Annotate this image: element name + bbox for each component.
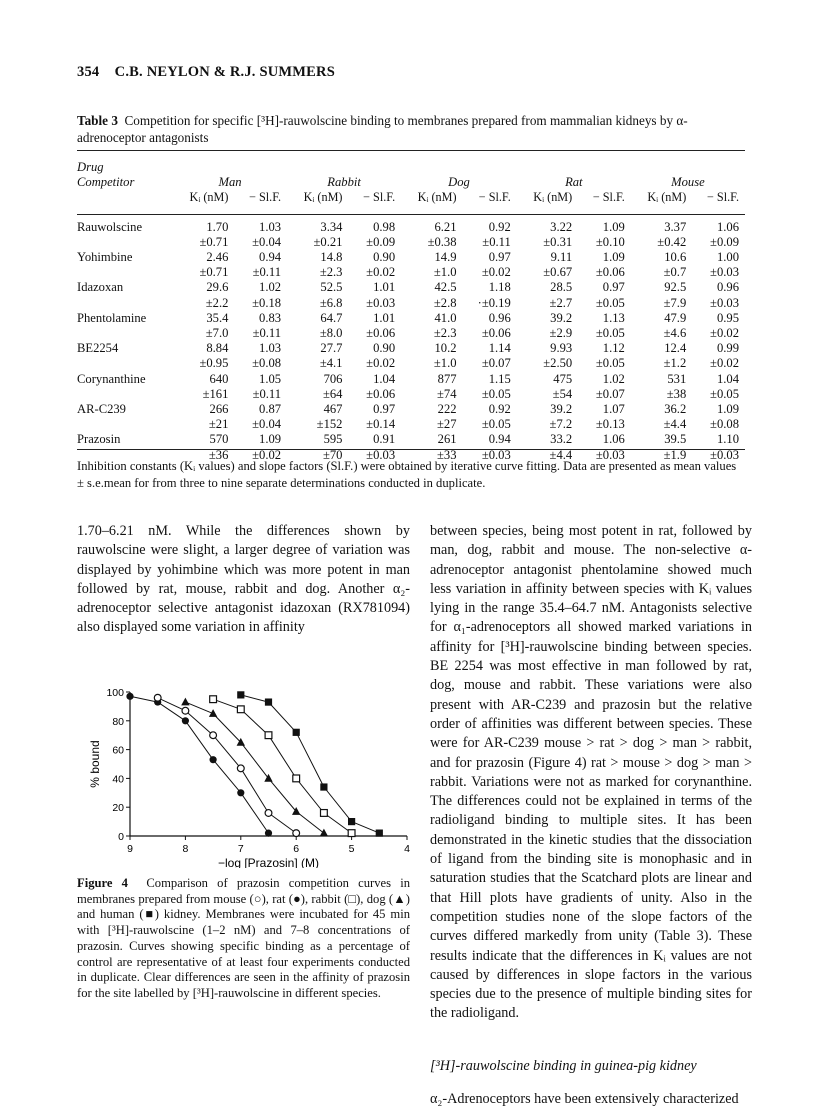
slope-factor-value: 1.02: [259, 280, 282, 295]
species-rabbit: Rabbit: [327, 175, 361, 190]
ki-error: ±2.2: [205, 295, 229, 310]
slope-factor-value: 0.97: [602, 280, 625, 295]
ki-error: ±0.31: [543, 234, 573, 249]
table-subheader-row: [77, 190, 745, 205]
ki-error: ±36: [208, 447, 229, 462]
figure-caption-label: Figure 4: [77, 876, 128, 890]
dog-point: [320, 829, 328, 837]
slope-factor-error: ±0.08: [710, 417, 739, 432]
ki-value: 3.37: [664, 219, 687, 234]
ki-value: 3.34: [320, 219, 343, 234]
ki-error: ±7.9: [663, 295, 687, 310]
slope-factor-value: 0.90: [373, 250, 396, 265]
running-header: [77, 64, 335, 81]
ki-error: ±2.3: [319, 265, 343, 280]
table-header-row-2: [77, 175, 745, 190]
table-row: [77, 280, 745, 295]
slope-factor-error: ±0.10: [595, 234, 625, 249]
slope-factor-value: 1.01: [373, 280, 396, 295]
slope-factor-value: 1.06: [716, 219, 739, 234]
slope-factor-error: ±0.03: [595, 447, 625, 462]
slope-factor-value: 1.03: [259, 341, 282, 356]
table-header-row-1: [77, 160, 745, 175]
drug-name: AR-C239: [77, 402, 126, 417]
slope-factor-error: ±0.05: [481, 386, 511, 401]
human-point: [320, 783, 327, 790]
y-tick-label: 80: [112, 715, 124, 728]
ki-value: 877: [437, 371, 457, 386]
ki-value: 39.2: [550, 402, 573, 417]
ki-header: Kᵢ (nM): [533, 190, 573, 205]
x-tick-label: 6: [293, 843, 300, 855]
ki-error: ±2.8: [433, 295, 457, 310]
table-error-row: [77, 296, 745, 311]
ki-error: ±1.0: [433, 265, 457, 280]
ki-value: 467: [323, 402, 343, 417]
ki-value: 47.9: [664, 310, 687, 325]
drug-name: Phentolamine: [77, 310, 147, 325]
slope-factor-header: − Sl.F.: [707, 190, 739, 205]
ki-error: ±8.0: [319, 326, 343, 341]
page-number: 354: [77, 64, 100, 80]
table-footnote: Inhibition constants (Kᵢ values) and slope factors (Sl.F.) were obtained by iterative curve fitting. Data are presented as mean values ± s.e.mean for from three to nine separate determinations conducted in duplicate.: [77, 459, 737, 490]
table-error-row: [77, 265, 745, 280]
ki-value: 266: [209, 402, 229, 417]
ki-value: 261: [437, 432, 457, 447]
y-tick-label: 20: [112, 802, 124, 815]
ki-error: ±2.3: [433, 326, 457, 341]
ki-value: 12.4: [664, 341, 687, 356]
ki-value: 9.11: [550, 250, 573, 265]
figure-4: [77, 672, 410, 868]
ki-error: ±6.8: [319, 295, 343, 310]
mouse-point: [210, 732, 217, 739]
slope-factor-error: ±0.05: [595, 326, 625, 341]
slope-factor-error: ±0.02: [710, 356, 739, 371]
slope-factor-error: ±0.06: [595, 265, 625, 280]
chart-marks: [126, 691, 383, 836]
ki-header: Kᵢ (nM): [417, 190, 457, 205]
ki-value: 41.0: [434, 310, 457, 325]
ki-error: ±0.67: [543, 265, 573, 280]
ki-value: 9.93: [550, 341, 573, 356]
slope-factor-value: 0.94: [488, 432, 511, 447]
slope-factor-header: − Sl.F.: [592, 190, 625, 205]
ki-value: 6.21: [434, 219, 457, 234]
drug-name: Idazoxan: [77, 280, 124, 295]
x-tick-label: 7: [237, 843, 244, 855]
slope-factor-value: 0.97: [488, 250, 511, 265]
ki-error: ±0.42: [657, 234, 687, 249]
y-tick-label: 100: [106, 687, 124, 699]
slope-factor-error: ±0.05: [595, 295, 625, 310]
y-tick-label: 40: [112, 773, 124, 786]
species-dog: Dog: [448, 175, 470, 190]
ki-value: 29.6: [206, 280, 229, 295]
slope-factor-error: ±0.03: [366, 447, 396, 462]
slope-factor-error: ±0.02: [481, 265, 511, 280]
ki-error: ±2.7: [549, 295, 573, 310]
table-body: [77, 160, 745, 463]
ki-error: ±21: [208, 417, 229, 432]
rabbit-point: [265, 732, 272, 739]
figure-caption: [77, 876, 410, 1002]
slope-factor-error: ±0.14: [366, 417, 396, 432]
slope-factor-value: 1.04: [373, 371, 396, 386]
table-row: [77, 220, 745, 235]
slope-factor-error: ±0.03: [710, 447, 739, 462]
slope-factor-header: − Sl.F.: [249, 190, 282, 205]
ki-error: ±1.2: [663, 356, 687, 371]
ki-value: 36.2: [664, 402, 687, 417]
ki-value: 33.2: [550, 432, 573, 447]
left-column-text: 1.70–6.21 nM. While the differences shown by rauwolscine were slight, a larger degree of variation was displayed by yohimbine which was more potent in man followed by rat, mouse, rabbit and dog. Another α₂-adrenoceptor selective antagonist idazoxan (RX781094) also displayed some variation in affinity: [77, 523, 410, 636]
rat-point: [182, 717, 189, 724]
slope-factor-error: ±0.11: [482, 234, 511, 249]
ki-value: 35.4: [206, 310, 229, 325]
slope-factor-value: 1.13: [602, 310, 625, 325]
y-tick-label: 0: [118, 831, 124, 843]
slope-factor-error: ±0.09: [710, 234, 739, 249]
ki-error: ±7.0: [205, 326, 229, 341]
ki-error: ±0.71: [199, 265, 229, 280]
drug-name: Yohimbine: [77, 250, 133, 265]
ki-header: Kᵢ (nM): [303, 190, 343, 205]
table-error-row: [77, 326, 745, 341]
rabbit-point: [348, 830, 355, 837]
drug-header-1: Drug: [77, 160, 104, 174]
slope-factor-value: 1.04: [716, 371, 739, 386]
slope-factor-error: ±0.04: [252, 417, 282, 432]
species-mouse: Mouse: [671, 175, 705, 190]
ki-value: 595: [323, 432, 343, 447]
ki-value: 10.2: [434, 341, 457, 356]
ki-value: 531: [667, 371, 687, 386]
slope-factor-error: ±0.11: [252, 326, 282, 341]
ki-value: 570: [209, 432, 229, 447]
slope-factor-value: 0.96: [716, 280, 739, 295]
slope-factor-error: ±0.02: [710, 326, 739, 341]
slope-factor-value: 1.05: [259, 371, 282, 386]
slope-factor-value: 1.06: [602, 432, 625, 447]
table-row: [77, 402, 745, 417]
drug-name: Corynanthine: [77, 371, 146, 386]
mouse-point: [237, 765, 244, 772]
slope-factor-value: 1.09: [259, 432, 282, 447]
slope-factor-error: ±0.04: [252, 234, 282, 249]
slope-factor-error: ±0.13: [595, 417, 625, 432]
x-tick-label: 4: [404, 843, 410, 855]
table-row: [77, 311, 745, 326]
ki-value: 52.5: [320, 280, 343, 295]
ki-error: ±7.2: [549, 417, 573, 432]
ki-value: 1.70: [206, 219, 229, 234]
table-caption-text: Competition for specific [³H]-rauwolscine binding to membranes prepared from mammalian kidneys by α-adrenoceptor antagonists: [77, 113, 688, 145]
ki-error: ±0.21: [313, 234, 343, 249]
mouse-point: [154, 694, 161, 701]
ki-error: ±27: [437, 417, 457, 432]
table-row: [77, 250, 745, 265]
slope-factor-value: 1.14: [488, 341, 511, 356]
ki-value: 14.8: [320, 250, 343, 265]
slope-factor-error: ±0.03: [481, 447, 511, 462]
slope-factor-value: 1.09: [716, 402, 739, 417]
rat-point: [265, 830, 272, 837]
ki-error: ±4.1: [319, 356, 343, 371]
slope-factor-value: 0.99: [716, 341, 739, 356]
section-heading: [³H]-rauwolscine binding in guinea-pig kidney: [430, 1058, 697, 1074]
x-tick-label: 9: [127, 843, 133, 855]
slope-factor-error: ±0.07: [481, 356, 511, 371]
table-row: [77, 372, 745, 387]
slope-factor-error: ±0.03: [710, 265, 739, 280]
slope-factor-error: ±0.06: [366, 326, 396, 341]
human-point: [293, 729, 300, 736]
ki-error: ±152: [316, 417, 343, 432]
ki-error: ±4.4: [663, 417, 687, 432]
slope-factor-error: ±0.11: [252, 386, 282, 401]
ki-error: ±2.9: [549, 326, 573, 341]
slope-factor-value: 0.90: [373, 341, 396, 356]
slope-factor-value: 0.97: [373, 402, 396, 417]
rabbit-point: [293, 775, 300, 782]
rat-point: [237, 789, 244, 796]
running-authors: C.B. NEYLON & R.J. SUMMERS: [114, 64, 335, 80]
rabbit-point: [237, 706, 244, 713]
slope-factor-error: ±0.03: [710, 295, 739, 310]
ki-error: ±0.71: [199, 234, 229, 249]
ki-error: ±64: [322, 386, 343, 401]
slope-factor-value: 1.09: [602, 250, 625, 265]
slope-factor-value: 0.91: [373, 432, 396, 447]
y-tick-label: 60: [112, 744, 124, 757]
x-axis-label: −log [Prazosin] (M): [217, 856, 320, 868]
ki-header: Kᵢ (nM): [647, 190, 687, 205]
mouse-point: [293, 830, 300, 837]
ki-value: 3.22: [550, 219, 573, 234]
mouse-point: [182, 707, 189, 714]
mouse-point: [265, 810, 272, 817]
slope-factor-error: ±0.02: [366, 356, 396, 371]
human-point: [348, 818, 355, 825]
ki-error: ±0.95: [199, 356, 229, 371]
ki-value: 92.5: [664, 280, 687, 295]
chart-curves: [130, 695, 379, 833]
y-axis-label: % bound: [88, 740, 102, 788]
table-bottom-rule: [77, 449, 745, 450]
ki-value: 64.7: [320, 310, 343, 325]
slope-factor-error: ·±0.19: [477, 295, 511, 310]
slope-factor-value: 1.18: [488, 280, 511, 295]
slope-factor-error: ±0.06: [366, 386, 396, 401]
slope-factor-value: 0.94: [259, 250, 282, 265]
ki-error: ±1.9: [663, 447, 687, 462]
rat-point: [126, 693, 133, 700]
ki-error: ±0.38: [427, 234, 457, 249]
slope-factor-error: ±0.05: [595, 356, 625, 371]
chart-axes: [88, 687, 410, 868]
section-first-line: α₂-Adrenoceptors have been extensively characterized: [430, 1091, 739, 1107]
table-caption: [77, 112, 745, 146]
ki-error: ±4.4: [549, 447, 573, 462]
slope-factor-error: ±0.07: [595, 386, 625, 401]
slope-factor-error: ±0.08: [252, 356, 282, 371]
ki-value: 39.2: [550, 310, 573, 325]
human-point: [237, 691, 244, 698]
table-row: [77, 432, 745, 447]
slope-factor-value: 1.15: [488, 371, 511, 386]
slope-factor-value: 0.98: [373, 219, 396, 234]
ki-value: 640: [209, 371, 229, 386]
dog-point: [181, 698, 189, 706]
table-error-row: [77, 387, 745, 402]
ki-value: 475: [553, 371, 573, 386]
slope-factor-error: ±0.03: [366, 295, 396, 310]
figure-caption-text: Comparison of prazosin competition curves in membranes prepared from mouse (○), rat (●), rabbit (□), dog (▲) and human (■) kidney. Membranes were incubated for 45 min with [³H]-rauwolscine (1–2 nM) and 7–8 concentrations of prazosin. Curves showing specific binding as a percentage of control are representative of at least four experiments conducted in duplicate. Clear differences are seen in the affinity of prazosin for the site labelled by [³H]-rauwolscine in different species.: [77, 876, 411, 1000]
ki-error: ±33: [437, 447, 457, 462]
human-point: [376, 830, 383, 837]
slope-factor-error: ±0.02: [366, 265, 396, 280]
x-tick-label: 8: [182, 843, 189, 855]
table-top-rule: [77, 150, 745, 151]
ki-value: 42.5: [434, 280, 457, 295]
slope-factor-value: 0.87: [259, 402, 282, 417]
ki-error: ±161: [202, 386, 229, 401]
drug-header-2: Competitor: [77, 175, 135, 190]
mouse-curve: [158, 698, 297, 833]
x-tick-label: 5: [348, 843, 355, 855]
drug-name: Prazosin: [77, 432, 121, 447]
ki-error: ±0.7: [663, 265, 687, 280]
slope-factor-error: ±0.11: [252, 265, 282, 280]
slope-factor-value: 1.09: [602, 219, 625, 234]
ki-value: 27.7: [320, 341, 343, 356]
ki-error: ±2.50: [543, 356, 573, 371]
slope-factor-value: 1.12: [602, 341, 625, 356]
slope-factor-value: 0.83: [259, 310, 282, 325]
slope-factor-value: 0.95: [716, 310, 739, 325]
slope-factor-error: ±0.05: [710, 386, 739, 401]
species-man: Man: [218, 175, 242, 190]
rabbit-point: [321, 810, 328, 817]
ki-value: 706: [323, 371, 343, 386]
ki-error: ±4.6: [663, 326, 687, 341]
table-header-rule: [77, 214, 745, 215]
slope-factor-error: ±0.02: [252, 447, 282, 462]
ki-error: ±74: [437, 386, 457, 401]
table-error-row: [77, 235, 745, 250]
slope-factor-value: 1.10: [716, 432, 739, 447]
species-rat: Rat: [565, 175, 583, 190]
human-curve: [241, 695, 379, 833]
ki-value: 222: [437, 402, 457, 417]
rat-curve: [130, 696, 269, 833]
slope-factor-value: 1.00: [716, 250, 739, 265]
prazosin-chart: [77, 672, 410, 868]
human-point: [265, 698, 272, 705]
slope-factor-value: 1.01: [373, 310, 396, 325]
rabbit-point: [210, 696, 217, 703]
table-caption-label: Table 3: [77, 113, 118, 128]
slope-factor-value: 0.96: [488, 310, 511, 325]
slope-factor-value: 1.03: [259, 219, 282, 234]
ki-error: ±54: [552, 386, 573, 401]
slope-factor-value: 0.92: [488, 402, 511, 417]
table-row: [77, 341, 745, 356]
slope-factor-header: − Sl.F.: [363, 190, 396, 205]
drug-name: Rauwolscine: [77, 219, 143, 234]
rabbit-curve: [213, 699, 352, 833]
dog-point: [209, 709, 217, 717]
slope-factor-error: ±0.18: [252, 295, 282, 310]
rat-point: [210, 756, 217, 763]
drug-name: BE2254: [77, 341, 119, 356]
slope-factor-value: 1.02: [602, 371, 625, 386]
ki-value: 14.9: [434, 250, 457, 265]
slope-factor-value: 0.92: [488, 219, 511, 234]
ki-value: 10.6: [664, 250, 687, 265]
slope-factor-error: ±0.09: [366, 234, 396, 249]
table-error-row: [77, 417, 745, 432]
table-3: [77, 160, 745, 463]
slope-factor-error: ±0.06: [481, 326, 511, 341]
slope-factor-header: − Sl.F.: [478, 190, 511, 205]
ki-error: ±1.0: [433, 356, 457, 371]
ki-value: 8.84: [206, 341, 229, 356]
slope-factor-error: ±0.05: [481, 417, 511, 432]
ki-error: ±70: [322, 447, 343, 462]
slope-factor-value: 1.07: [602, 402, 625, 417]
ki-value: 39.5: [664, 432, 687, 447]
ki-header: Kᵢ (nM): [189, 190, 229, 205]
ki-value: 2.46: [206, 250, 229, 265]
ki-value: 28.5: [550, 280, 573, 295]
table-error-row: [77, 356, 745, 371]
right-column-text: between species, being most potent in rat, followed by man, dog, rabbit and mouse. The non-selective α-adrenoceptor antagonist phentolamine showed much less variation in affinity between species with Kᵢ values lying in the range 35.4–64.7 nM. Antagonists selective for α₁-adrenoceptors all showed marked variations in affinity for [³H]-rauwolscine binding between species. BE 2254 was most effective in man followed by rat, dog, mouse and rabbit. These variations were also present with AR-C239 and prazosin but the relative order of affinities was different between species. These were for AR-C239 mouse > rat > dog > man > rabbit, and for prazosin (Figure 4) rat > mouse > dog > man > rabbit. Variations were not as marked for corynanthine. The differences could not be explained in terms of the radioligand binding to multiple sites. It has been demonstrated in the kinetic studies that the dissociation of ligand from the binding site is monophasic and in saturation studies that the Scatchard plots are linear and that Hill plots have gradients of unity. Also in the competition studies none of the slope factors of the curves differed markedly from unity (Table 3). These results indicate that the differences in Kᵢ values are not caused by differences in slope factors in the various species due to the presence of multiple binding sites for the radioligand.: [430, 523, 752, 1022]
ki-error: ±38: [666, 386, 687, 401]
